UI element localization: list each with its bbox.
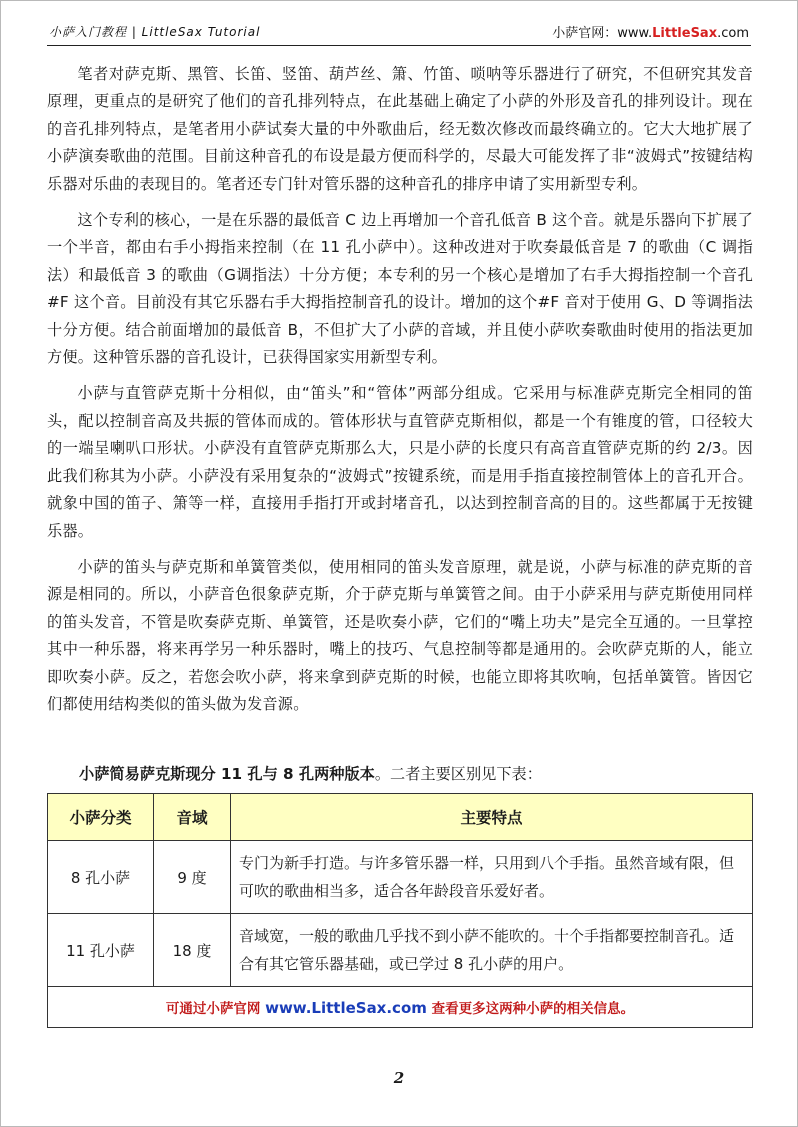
table-note-row — [48, 987, 753, 1028]
table-note — [48, 987, 753, 1028]
page-header — [49, 21, 749, 43]
header-type: 小萨分类 — [48, 794, 154, 841]
comparison-table — [47, 793, 753, 1028]
note-suffix: 查看更多这两种小萨的相关信息。 — [426, 1001, 635, 1017]
paragraph-2: 这个专利的核心，一是在乐器的最低音 C 边上再增加一个音孔低音 B 这个音。就是乐器向下扩展了一个半音，都由右手小拇指来控制（在 11 孔小萨中）。这种改进对于吹奏最低音是 7 的歌曲（C 调指法）和最低音 3 的歌曲（G调指法）十分方便；本专利的另一个核心是增加了右手大拇指控制一个音孔#F 这个音。目前没有其它乐器右手大拇指控制音孔的设计。增加的这个#F 音对于使用 G、D 等调指法十分方便。结合前面增加的最低音 B，不但扩大了小萨的音域，并且使小萨吹奏歌曲时使用的指法更加方便。这种管乐器的音孔设计，已获得国家实用新型专利。 — [47, 211, 753, 367]
header-site-tld: .com — [717, 26, 749, 41]
header-features: 主要特点 — [231, 794, 753, 841]
header-divider — [47, 45, 751, 46]
paragraph-4: 小萨的笛头与萨克斯和单簧管类似，使用相同的笛头发音原理，就是说，小萨与标准的萨克斯的音源是相同的。所以，小萨音色很象萨克斯，介于萨克斯与单簧管之间。由于小萨采用与萨克斯使用同样的笛头发音，不管是吹奏萨克斯、单簧管，还是吹奏小萨，它们的“嘴上功夫”是完全互通的。一旦掌控其中一种乐器，将来再学另一种乐器时，嘴上的技巧、气息控制等都是通用的。会吹萨克斯的人，能立即吹奏小萨。反之，若您会吹小萨，将来拿到萨克斯的时候，也能立即将其吹响，包括单簧管。皆因它们都使用结构类似的笛头做为发音源。 — [47, 557, 753, 713]
table-intro-rest: 。二者主要区别见下表： — [374, 765, 542, 783]
paragraph-1: 笔者对萨克斯、黑管、长笛、竖笛、葫芦丝、箫、竹笛、唢呐等乐器进行了研究，不但研究其发音原理，更重点的是研究了他们的音孔排列特点，在此基础上确定了小萨的外形及音孔的排列设计。现在的音孔排列特点，是笔者用小萨试奏大量的中外歌曲后，经无数次修改而最终确立的。它大大地扩展了小萨演奏歌曲的范围。目前这种音孔的布设是最方便而科学的，尽最大可能发挥了非“波姆式”按键结构乐器对乐曲的表现目的。笔者还专门针对管乐器的这种音孔的排序申请了实用新型专利。 — [47, 65, 753, 193]
header-range: 音域 — [154, 794, 231, 841]
note-site-link[interactable]: www.LittleSax.com — [265, 999, 427, 1017]
cell-type: 8 孔小萨 — [48, 841, 154, 914]
cell-features: 音域宽，一般的歌曲几乎找不到小萨不能吹的。十个手指都要控制音孔。适合有其它管乐器基础，或已学过 8 孔小萨的用户。 — [231, 914, 753, 987]
header-tutorial-title: 小萨入门教程 | LittleSax Tutorial — [49, 25, 261, 39]
table-header-row — [48, 794, 753, 841]
header-site-prefix: 小萨官网： — [552, 26, 618, 41]
table-row — [48, 841, 753, 914]
header-site — [552, 22, 749, 41]
header-site-www: www. — [617, 26, 653, 41]
table-intro — [79, 761, 542, 787]
cell-type: 11 孔小萨 — [48, 914, 154, 987]
cell-features: 专门为新手打造。与许多管乐器一样，只用到八个手指。虽然音域有限，但可吹的歌曲相当多，适合各年龄段音乐爱好者。 — [231, 841, 753, 914]
header-site-brand: LittleSax — [652, 26, 718, 41]
table-intro-strong: 小萨简易萨克斯现分 11 孔与 8 孔两种版本 — [79, 765, 375, 783]
note-prefix: 可通过小萨官网 — [165, 1001, 266, 1017]
table-row — [48, 914, 753, 987]
body-text — [47, 61, 753, 727]
page-number: 2 — [393, 1069, 405, 1087]
paragraph-3: 小萨与直管萨克斯十分相似，由“笛头”和“管体”两部分组成。它采用与标准萨克斯完全相同的笛头，配以控制音高及共振的管体而成的。管体形状与直管萨克斯相似，都是一个有锥度的管，口径较大的一端呈喇叭口形状。小萨没有直管萨克斯那么大，只是小萨的长度只有高音直管萨克斯的约 2/3。因此我们称其为小萨。小萨没有采用复杂的“波姆式”按键系统，而是用手指直接控制管体上的音孔开合。就象中国的笛子、箫等一样，直接用手指打开或封堵音孔，以达到控制音高的目的。这些都属于无按键乐器。 — [47, 384, 753, 540]
cell-range: 18 度 — [154, 914, 231, 987]
cell-range: 9 度 — [154, 841, 231, 914]
